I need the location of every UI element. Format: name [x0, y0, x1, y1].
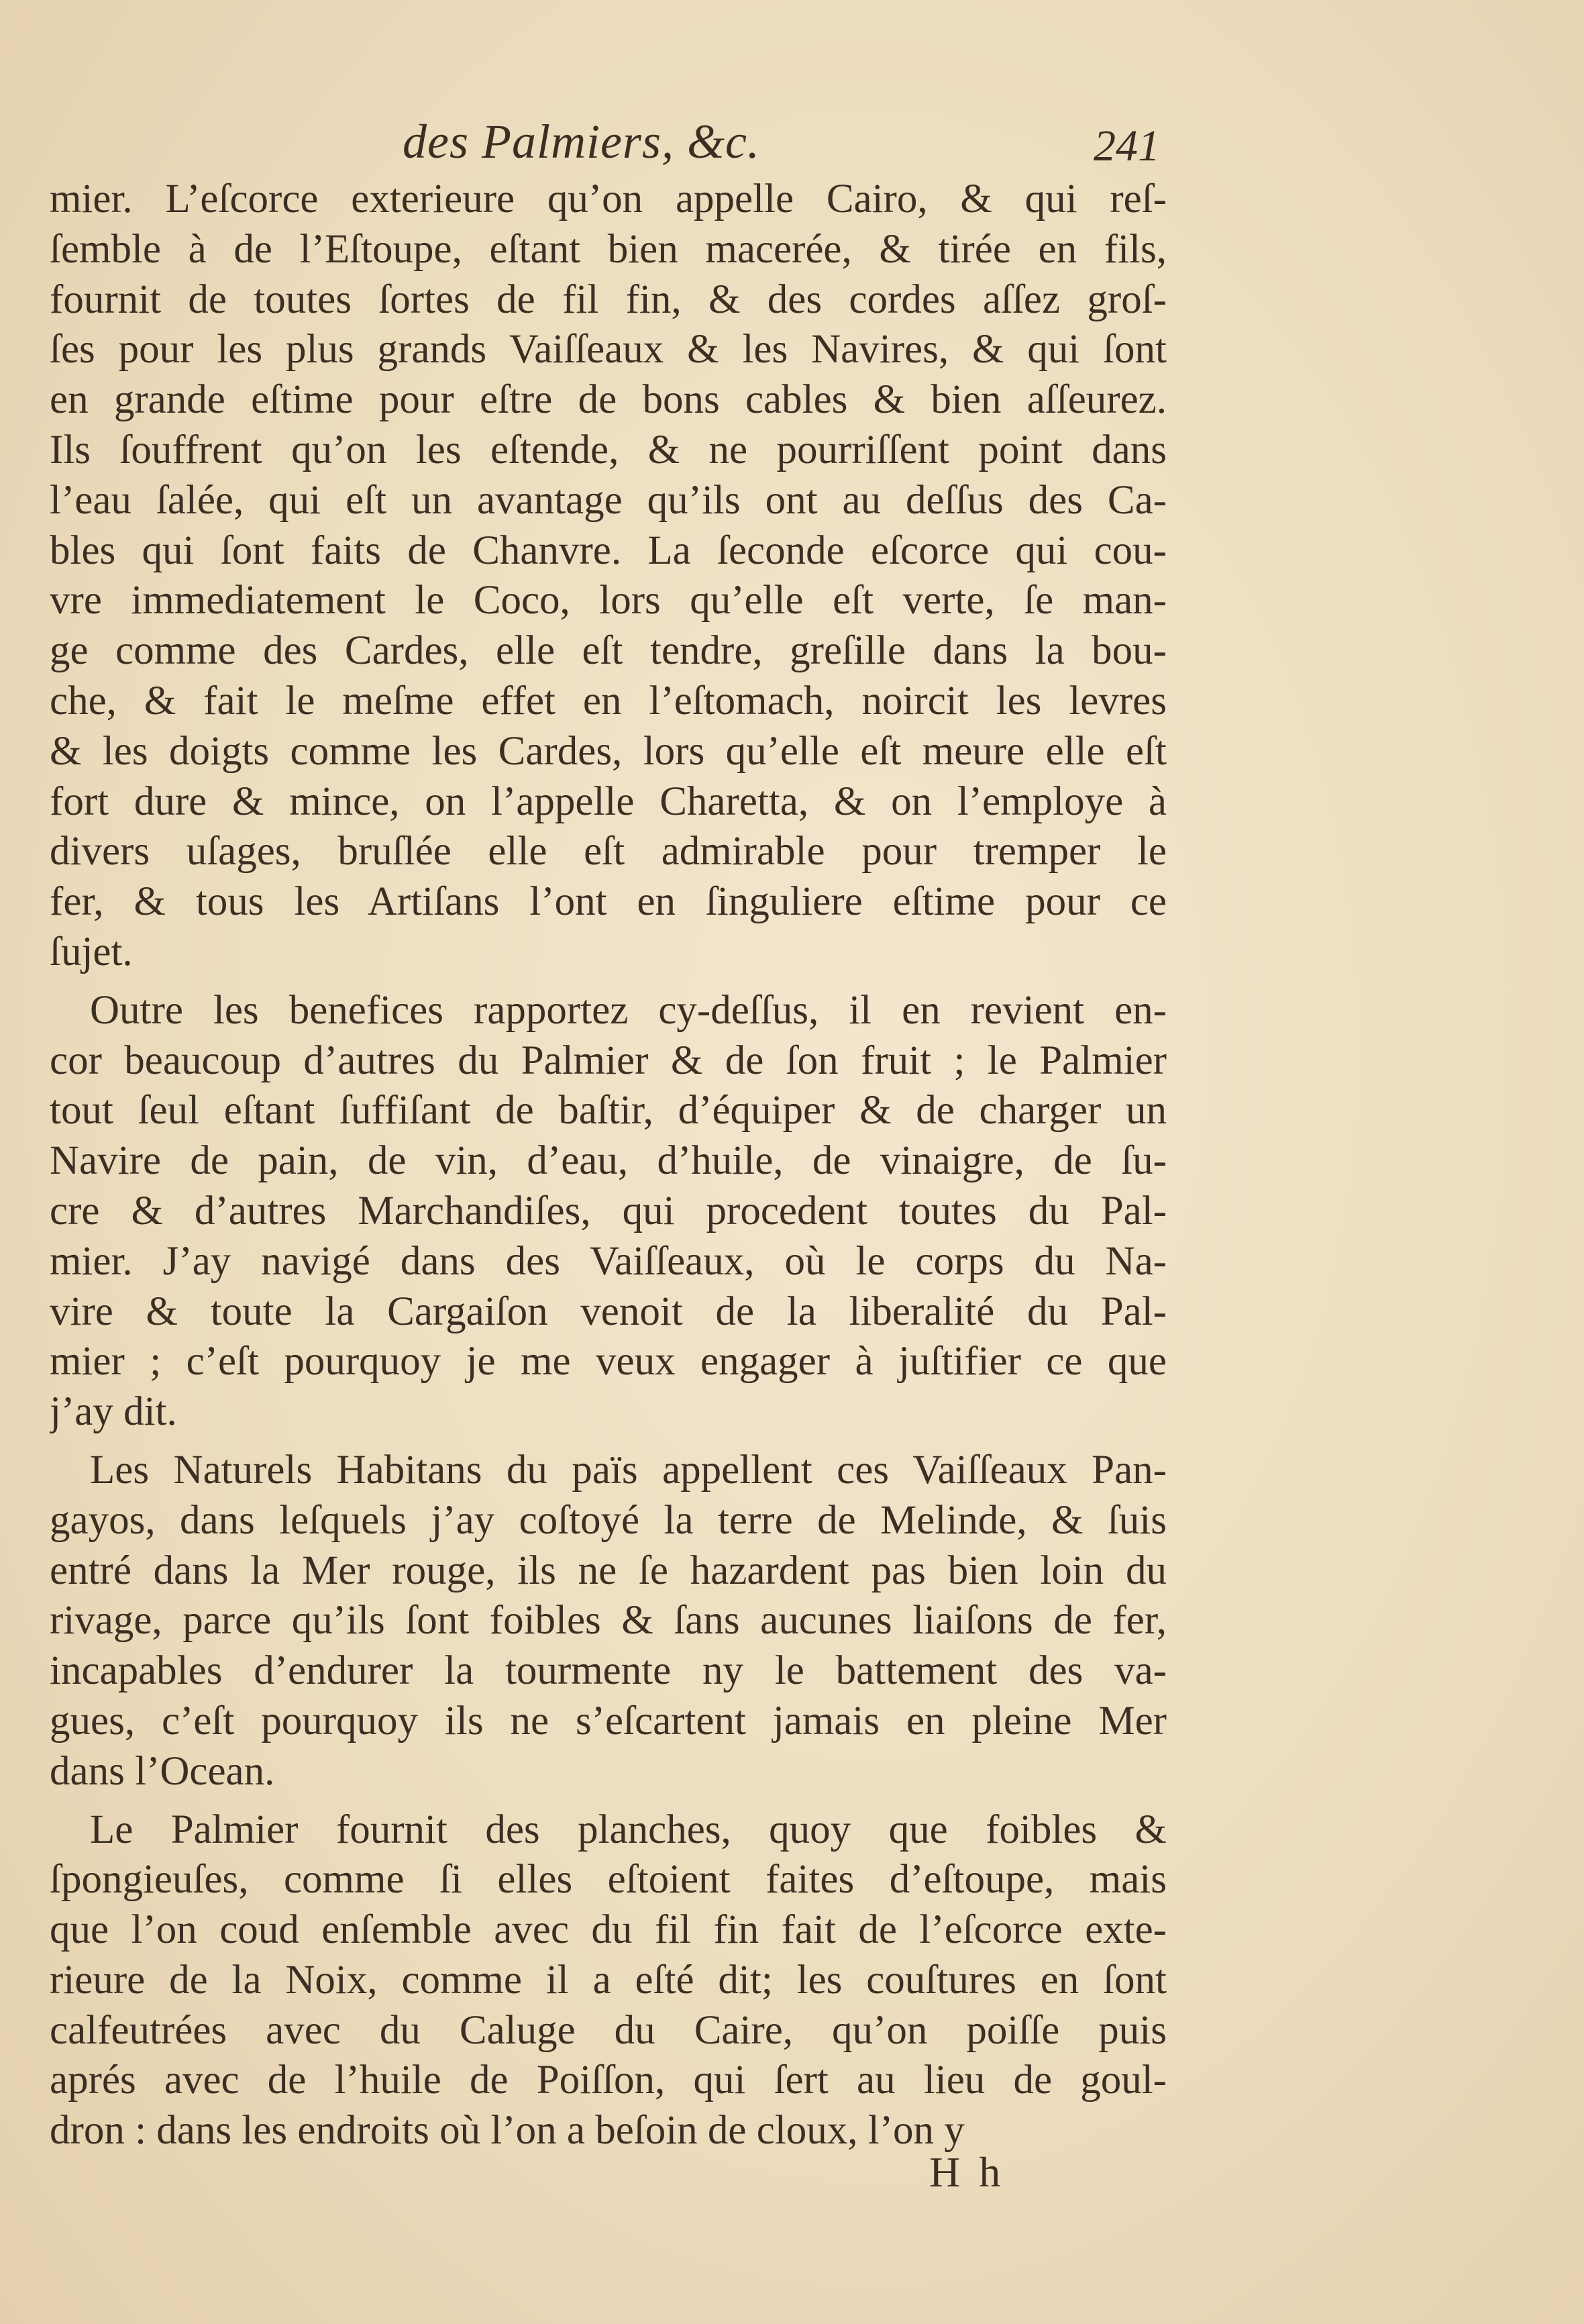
text-line: ſemble à de l’Eſtoupe, eſtant bien macerée, & tirée en fils,	[50, 226, 1167, 272]
paragraph	[50, 1805, 1167, 2157]
text-line: fer, & tous les Artiſans l’ont en ſinguliere eſtime pour ce	[50, 879, 1167, 925]
page-header	[0, 114, 1584, 181]
paragraph-gap	[50, 1797, 1167, 1805]
text-line: gues, c’eſt pourquoy ils ne s’eſcartent jamais en pleine Mer	[50, 1698, 1167, 1744]
text-line: que l’on coud enſemble avec du fil fin fait de l’eſcorce exte-	[50, 1907, 1167, 1953]
text-line: j’ay dit.	[50, 1389, 177, 1435]
body-text	[50, 174, 1167, 2156]
text-line: incapables d’endurer la tourmente ny le battement des va-	[50, 1648, 1167, 1694]
text-line: vire & toute la Cargaiſon venoit de la liberalité du Pal-	[50, 1289, 1167, 1334]
page-number: 241	[1094, 121, 1160, 170]
text-line: en grande eſtime pour eſtre de bons cables & bien aſſeurez.	[50, 377, 1167, 423]
text-line: rieure de la Noix, comme il a eſté dit; les couſtures en ſont	[50, 1957, 1167, 2003]
text-line: Navire de pain, de vin, d’eau, d’huile, de vinaigre, de ſu-	[50, 1138, 1167, 1184]
text-line: l’eau ſalée, qui eſt un avantage qu’ils ont au deſſus des Ca-	[50, 477, 1167, 523]
paragraph	[50, 174, 1167, 978]
text-line: ge comme des Cardes, elle eſt tendre, greſille dans la bou-	[50, 628, 1167, 674]
running-title: des Palmiers, &c.	[403, 115, 760, 168]
paragraph-gap	[50, 1437, 1167, 1446]
text-line: bles qui ſont faits de Chanvre. La ſeconde eſcorce qui cou-	[50, 527, 1167, 573]
paragraph	[50, 986, 1167, 1437]
paragraph	[50, 1446, 1167, 1797]
text-line: Les Naturels Habitans du païs appellent ces Vaiſſeaux Pan-	[90, 1447, 1167, 1493]
text-line: mier. L’eſcorce exterieure qu’on appelle Cairo, & qui reſ-	[50, 176, 1167, 221]
text-line: calfeutrées avec du Caluge du Caire, qu’on poiſſe puis	[50, 2007, 1167, 2053]
text-line: vre immediatement le Coco, lors qu’elle eſt verte, ſe man-	[50, 578, 1167, 623]
text-line: Ils ſouffrent qu’on les eſtende, & ne pourriſſent point dans	[50, 427, 1167, 472]
text-line: entré dans la Mer rouge, ils ne ſe hazardent pas bien loin du	[50, 1548, 1167, 1593]
text-line: dron : dans les endroits où l’on a beſoin de cloux, l’on y	[50, 2108, 965, 2154]
text-line: fort dure & mince, on l’appelle Charetta, & on l’employe à	[50, 778, 1167, 824]
text-line: che, & fait le meſme effet en l’eſtomach, noircit les levres	[50, 678, 1167, 723]
text-line: ſpongieuſes, comme ſi elles eſtoient faites d’eſtoupe, mais	[50, 1857, 1167, 1903]
text-line: rivage, parce qu’ils ſont foibles & ſans aucunes liaiſons de fer,	[50, 1598, 1167, 1644]
text-line: tout ſeul eſtant ſuffiſant de baſtir, d’équiper & de charger un	[50, 1088, 1167, 1133]
text-line: aprés avec de l’huile de Poiſſon, qui ſert au lieu de goul-	[50, 2058, 1167, 2103]
paragraph-gap	[50, 978, 1167, 986]
text-line: ſes pour les plus grands Vaiſſeaux & les Navires, & qui ſont	[50, 327, 1167, 372]
text-line: mier ; c’eſt pourquoy je me veux engager à juſtifier ce que	[50, 1339, 1167, 1384]
text-line: gayos, dans leſquels j’ay coſtoyé la terre de Melinde, & ſuis	[50, 1497, 1167, 1543]
text-line: & les doigts comme les Cardes, lors qu’elle eſt meure elle eſt	[50, 728, 1167, 774]
text-line: cor beaucoup d’autres du Palmier & de ſon fruit ; le Palmier	[50, 1038, 1167, 1083]
signature-mark: H h	[929, 2148, 1005, 2196]
text-line: divers uſages, bruſlée elle eſt admirable pour tremper le	[50, 829, 1167, 874]
text-line: fournit de toutes ſortes de fil fin, & des cordes aſſez groſ-	[50, 276, 1167, 322]
text-line: cre & d’autres Marchandiſes, qui procedent toutes du Pal-	[50, 1188, 1167, 1233]
text-line: Le Palmier fournit des planches, quoy que foibles &	[90, 1807, 1167, 1852]
text-line: dans l’Ocean.	[50, 1748, 275, 1794]
text-line: ſujet.	[50, 929, 133, 974]
text-line: Outre les benefices rapportez cy-deſſus, il en revient en-	[90, 987, 1167, 1033]
text-line: mier. J’ay navigé dans des Vaiſſeaux, où le corps du Na-	[50, 1238, 1167, 1284]
